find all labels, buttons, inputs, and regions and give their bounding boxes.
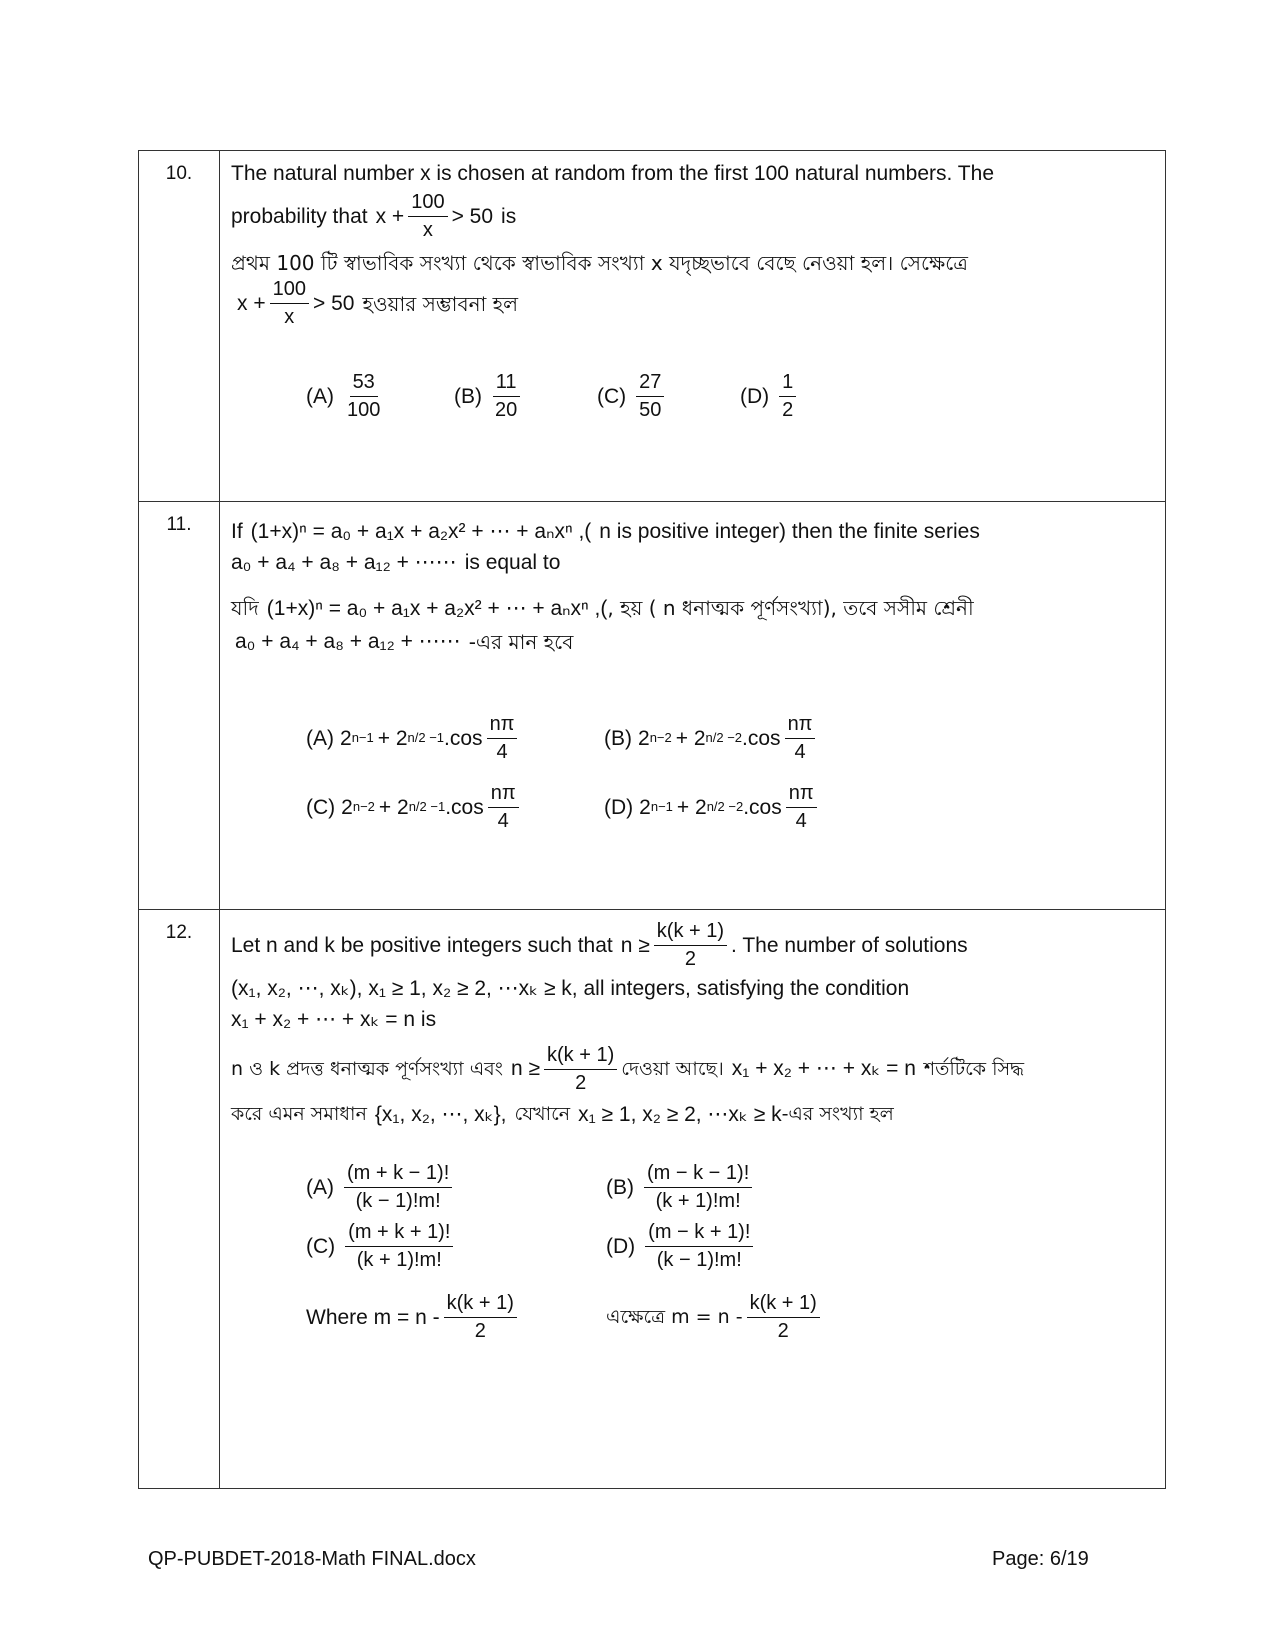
footer-page-number: Page: 6/19 bbox=[992, 1548, 1089, 1570]
question-row bbox=[139, 910, 1166, 1489]
question-text-bn-line2: a₀ + a₄ + a₈ + a₁₂ + ⋯⋯ -এর মান হবে bbox=[235, 629, 574, 654]
options-row bbox=[306, 1162, 1155, 1213]
question-text-bn: প্রথম 100 টি স্বাভাবিক সংখ্যা থেকে স্বাভাবিক সংখ্যা x যদৃচ্ছভাবে বেছে নেওয়া হল। সেক্ষেত্রে bbox=[231, 251, 968, 275]
question-text-bn: n ও k প্রদত্ত ধনাত্মক পূর্ণসংখ্যা এবং n ≥ $\frac{k(k + 1)}{2}$ দেওয়া আছে। x₁ + x₂ + ⋯ + xₖ = n শর্তটিকে সিদ্ধ bbox=[231, 1043, 1025, 1094]
options-row bbox=[306, 713, 1155, 764]
question-text-en: If (1+x)ⁿ = a₀ + a₁x + a₂x² + ⋯ + aₙxⁿ ,( n is positive integer) then the finite series bbox=[231, 520, 980, 543]
footer-filename: QP-PUBDET-2018-Math FINAL.docx bbox=[148, 1548, 476, 1570]
option-b[interactable]: (B) $\frac{11}{20}$ bbox=[454, 371, 597, 422]
question-body bbox=[220, 910, 1166, 1489]
question-number: 11. bbox=[139, 502, 220, 910]
question-text-en-line2: a₀ + a₄ + a₈ + a₁₂ + ⋯⋯ is equal to bbox=[231, 551, 561, 575]
option-d[interactable]: (D) 2 n−1 + 2 n/2 −2 .cos $\frac{n\pi}{4}$ bbox=[604, 782, 821, 833]
option-c[interactable]: (C) $\frac{(m + k + 1)!}{(k + 1)!m!}$ bbox=[306, 1221, 606, 1272]
fraction: $\frac{100}{x}$ bbox=[408, 191, 447, 242]
option-b[interactable]: (B) 2 n−2 + 2 n/2 −2 .cos $\frac{n\pi}{4}$ bbox=[604, 713, 819, 764]
option-a[interactable]: (A) $\frac{(m + k - 1)!}{(k - 1)!m!}$ bbox=[306, 1162, 606, 1213]
option-b[interactable]: (B) $\frac{(m - k - 1)!}{(k + 1)!m!}$ bbox=[606, 1162, 756, 1213]
options-row bbox=[306, 371, 1155, 422]
option-d[interactable]: (D) $\frac{1}{2}$ bbox=[740, 371, 800, 422]
question-text-en-line2: (x₁, x₂, ⋯, xₖ), x₁ ≥ 1, x₂ ≥ 2, ⋯xₖ ≥ k, all integers, satisfying the condition bbox=[231, 977, 910, 1000]
question-text-en-line3: x₁ + x₂ + ⋯ + xₖ = n is bbox=[231, 1008, 437, 1032]
options-row bbox=[306, 782, 1155, 833]
question-text-bn-line2: করে এমন সমাধান {x₁, x₂, ⋯, xₖ}, যেখানে x₁ ≥ 1, x₂ ≥ 2, ⋯xₖ ≥ k -এর সংখ্যা হল bbox=[231, 1102, 894, 1126]
options-row bbox=[306, 1221, 1155, 1272]
question-text-en: The natural number x is chosen at random from the first 100 natural numbers. The bbox=[231, 162, 994, 186]
question-number: 10. bbox=[139, 151, 220, 502]
option-a[interactable]: (A) 2 n−1 + 2 n/2 −1 .cos $\frac{n\pi}{4}$ bbox=[306, 713, 604, 764]
question-text-en-line2: probability that x + $\frac{100}{x}$ > 50 is bbox=[231, 191, 517, 241]
fraction: $\frac{100}{x}$ bbox=[270, 278, 309, 329]
question-number: 12. bbox=[139, 910, 220, 1489]
question-text-bn-line2: x + $\frac{100}{x}$ > 50 হওয়ার সম্ভাবনা হল bbox=[237, 278, 519, 328]
option-c[interactable]: (C) 2 n−2 + 2 n/2 −1 .cos $\frac{n\pi}{4}$ bbox=[306, 782, 604, 833]
option-a[interactable]: (A) $\frac{53}{100}$ bbox=[306, 371, 381, 421]
question-text-bn: যদি (1+x)ⁿ = a₀ + a₁x + a₂x² + ⋯ + aₙxⁿ ,( , হয় ( n ধনাত্মক পূর্ণসংখ্যা), তবে সসীম শ্রেনী bbox=[231, 596, 974, 621]
questions-table bbox=[138, 150, 1166, 1489]
where-note: Where m = n - $\frac{k(k + 1)}{2}$ এক্ষেত্রে m = n - $\frac{k(k + 1)}{2}$ bbox=[306, 1292, 1155, 1343]
option-d[interactable]: (D) $\frac{(m - k + 1)!}{(k - 1)!m!}$ bbox=[606, 1221, 757, 1272]
question-body bbox=[220, 151, 1166, 502]
option-c[interactable]: (C) $\frac{27}{50}$ bbox=[597, 371, 740, 422]
question-body bbox=[220, 502, 1166, 910]
question-row bbox=[139, 502, 1166, 910]
question-row bbox=[139, 151, 1166, 502]
question-text-en: Let n and k be positive integers such that n ≥ $\frac{k(k + 1)}{2}$ . The number of solutions bbox=[231, 920, 968, 970]
